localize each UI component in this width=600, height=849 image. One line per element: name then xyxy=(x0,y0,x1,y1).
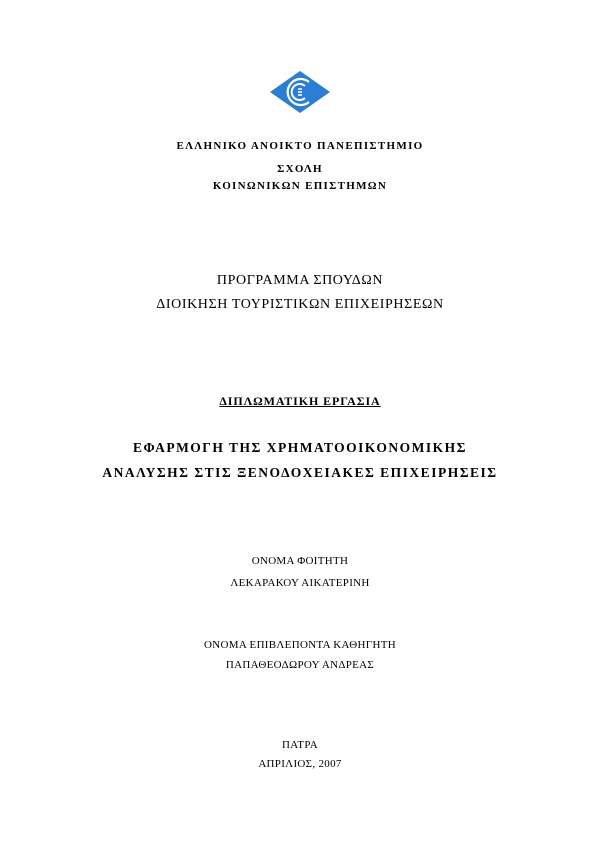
thesis-title-line-1: ΕΦΑΡΜΟΓΗ ΤΗΣ ΧΡΗΜΑΤΟΟΙΚΟΝΟΜΙΚΗΣ xyxy=(133,440,467,455)
thesis-label-text: ΔΙΠΛΩΜΑΤΙΚΗ ΕΡΓΑΣΙΑ xyxy=(219,394,381,408)
program-name: ΔΙΟΙΚΗΣΗ ΤΟΥΡΙΣΤΙΚΩΝ ΕΠΙΧΕΙΡΗΣΕΩΝ xyxy=(156,297,444,312)
date: ΑΠΡΙΛΙΟΣ, 2007 xyxy=(258,758,342,770)
student-label: ΟΝΟΜΑ ΦΟΙΤΗΤΗ xyxy=(251,555,349,567)
program-label: ΠΡΟΓΡΑΜΜΑ ΣΠΟΥΔΩΝ xyxy=(216,273,384,288)
university-name: ΕΛΛΗΝΙΚΟ ΑΝΟΙΚΤΟ ΠΑΝΕΠΙΣΤΗΜΙΟ xyxy=(176,140,424,152)
supervisor-label: ΟΝΟΜΑ ΕΠΙΒΛΕΠΟΝΤΑ ΚΑΘΗΓΗΤΗ xyxy=(204,639,396,651)
university-logo-icon xyxy=(269,70,331,114)
school-label: ΣΧΟΛΗ xyxy=(277,163,323,175)
school-name: ΚΟΙΝΩΝΙΚΩΝ ΕΠΙΣΤΗΜΩΝ xyxy=(212,180,388,192)
student-name: ΛΕΚΑΡΑΚΟΥ ΑΙΚΑΤΕΡΙΝΗ xyxy=(230,577,370,589)
thesis-title-line-2: ΑΝΑΛΥΣΗΣ ΣΤΙΣ ΞΕΝΟΔΟΧΕΙΑΚΕΣ ΕΠΙΧΕΙΡΗΣΕΙΣ xyxy=(102,465,498,480)
thesis-label xyxy=(0,394,600,409)
supervisor-name: ΠΑΠΑΘΕΟΔΩΡΟΥ ΑΝΔΡΕΑΣ xyxy=(225,659,375,671)
city: ΠΑΤΡΑ xyxy=(282,739,318,751)
